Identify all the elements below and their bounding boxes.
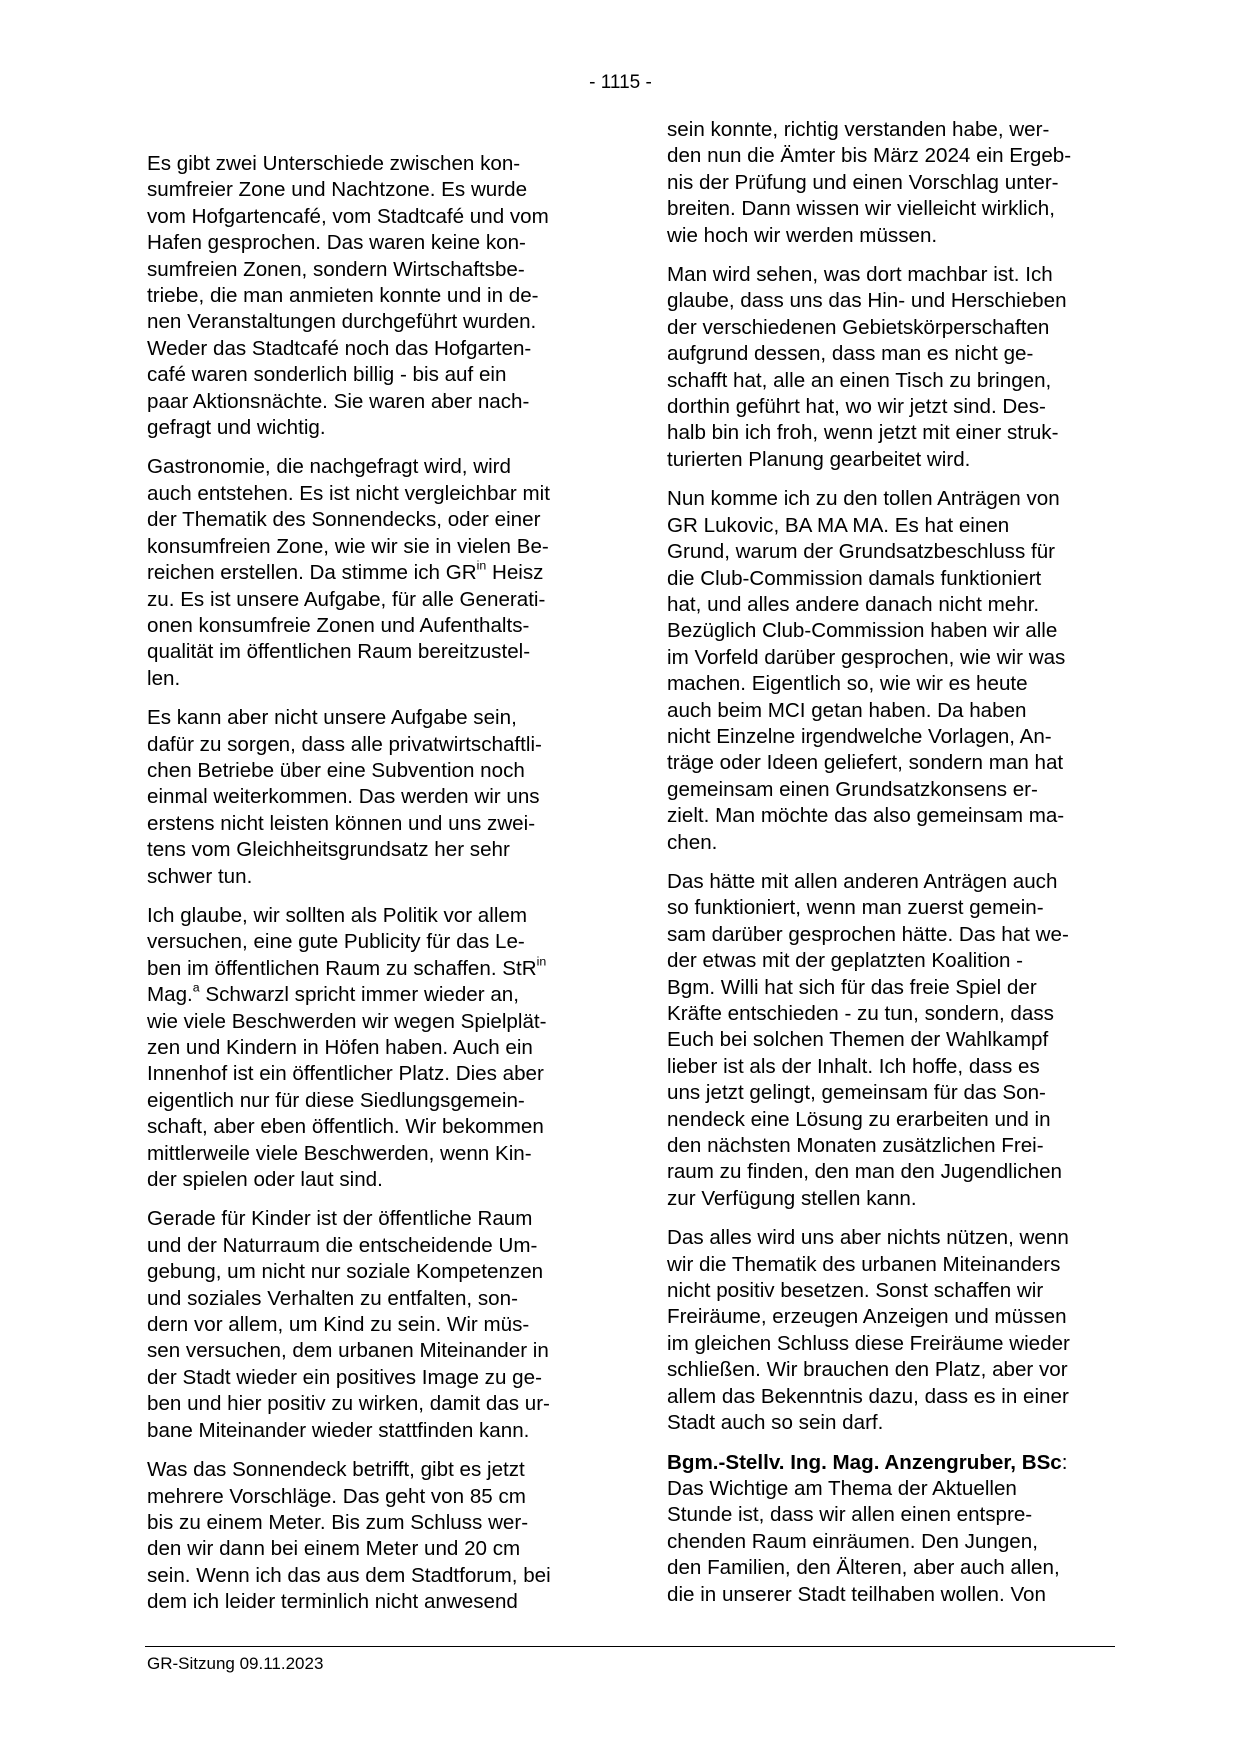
text-line: gemeinsam einen Grundsatzkonsens er- (667, 777, 1038, 801)
text-line: der spielen oder laut sind. (147, 1168, 383, 1192)
text-line: len. (147, 666, 181, 690)
paragraph (147, 705, 599, 890)
text-line: und soziales Verhalten zu entfalten, son- (147, 1286, 518, 1310)
text-line: Kräfte entschieden - zu tun, sondern, dass (667, 1002, 1054, 1025)
text-line: breiten. Dann wissen wir vielleicht wirklich, (667, 197, 1055, 221)
text-line: Euch bei solchen Themen der Wahlkampf (667, 1028, 1049, 1052)
text-line: dern vor allem, um Kind zu sein. Wir müs- (147, 1313, 530, 1337)
text-line: sumfreier Zone und Nachtzone. Es wurde (147, 178, 528, 202)
text-line: gefragt und wichtig. (147, 416, 326, 440)
text-line: allem das Bekenntnis dazu, dass es in einer (667, 1384, 1069, 1408)
text-line: sein konnte, richtig verstanden habe, wer- (667, 118, 1050, 141)
text-line: Freiräume, erzeugen Anzeigen und müssen (667, 1305, 1067, 1329)
footer-session-date: GR-Sitzung 09.11.2023 (147, 1654, 324, 1673)
text-line: ben und hier positiv zu wirken, damit das ur- (147, 1392, 550, 1416)
paragraph (147, 903, 599, 1193)
text-line: café waren sonderlich billig - bis auf ein (147, 363, 507, 387)
text-line: die Club-Commission damals funktioniert (667, 566, 1042, 590)
text-line: träge oder Ideen geliefert, sondern man hat (667, 751, 1064, 775)
text-line: nicht positiv besetzen. Sonst schaffen wir (667, 1279, 1044, 1303)
text-line: ben im öffentlichen Raum zu schaffen. StR$^{in}$ (147, 954, 547, 980)
text-line: der Thematik des Sonnendecks, oder einer (147, 508, 541, 532)
text-line: reichen erstellen. Da stimme ich $GR^{in}$ Heisz (147, 558, 544, 585)
right-column (667, 117, 1119, 1621)
text-line: erstens nicht leisten können und uns zwei- (147, 811, 536, 835)
text-line: Hafen gesprochen. Das waren keine kon- (147, 231, 526, 255)
text-line: raum zu finden, den man den Jugendlichen (667, 1160, 1062, 1184)
text-line: Es gibt zwei Unterschiede zwischen kon- (147, 152, 521, 175)
text-line: im Vorfeld darüber gesprochen, wie wir was (667, 645, 1066, 669)
text-line: der etwas mit der geplatzten Koalition - (667, 949, 1023, 973)
text-line: schaft, aber eben öffentlich. Wir bekommen (147, 1115, 544, 1139)
text-line: im gleichen Schluss diese Freiräume wieder (667, 1331, 1070, 1355)
text-line: sumfreien Zonen, sondern Wirtschaftsbe- (147, 257, 525, 281)
text-line: sen versuchen, dem urbanen Miteinander in (147, 1339, 549, 1363)
paragraph (147, 454, 599, 692)
page-number: - 1115 - (589, 72, 652, 93)
text-line: Grund, warum der Grundsatzbeschluss für (667, 540, 1056, 564)
text-line: der verschiedenen Gebietskörperschaften (667, 315, 1050, 339)
paragraph (667, 117, 1119, 249)
text-line: hat, und alles andere danach nicht mehr. (667, 592, 1040, 616)
paragraph (667, 869, 1119, 1212)
text-line: Weder das Stadtcafé noch das Hofgarten- (147, 336, 532, 360)
text-line: zielt. Man möchte das also gemeinsam ma- (667, 804, 1065, 828)
text-line: Was das Sonnendeck betrifft, gibt es jetzt (147, 1458, 525, 1482)
speaker-name: Bgm.-Stellv. Ing. Mag. Anzengruber, BSc (667, 1450, 1062, 1474)
text-line: den nächsten Monaten zusätzlichen Frei- (667, 1134, 1044, 1158)
paragraph (147, 151, 599, 441)
text-line: Bgm. Willi hat sich für das freie Spiel der (667, 975, 1037, 999)
text-line: sein. Wenn ich das aus dem Stadtforum, bei (147, 1563, 551, 1587)
text-line: den nun die Ämter bis März 2024 ein Ergeb- (667, 144, 1072, 168)
text-line: paar Aktionsnächte. Sie waren aber nach- (147, 389, 530, 413)
text-line: Man wird sehen, was dort machbar ist. Ich (667, 263, 1053, 287)
text-line: gebung, um nicht nur soziale Kompetenzen (147, 1260, 544, 1284)
text-line: eigentlich nur für diese Siedlungsgemein- (147, 1088, 525, 1112)
text-line: schließen. Wir brauchen den Platz, aber vor (667, 1358, 1068, 1382)
text-line: einmal weiterkommen. Das werden wir uns (147, 785, 540, 809)
text-line: zu. Es ist unsere Aufgabe, für alle Generati- (147, 587, 546, 611)
text-line: Mag.$^a$ Schwarzl spricht immer wieder an, (147, 980, 519, 1007)
paragraph (147, 1206, 599, 1444)
text-line: chen. (667, 830, 718, 854)
text-line: aufgrund dessen, dass man es nicht ge- (667, 342, 1034, 366)
text-line: so funktioniert, wenn man zuerst gemein- (667, 896, 1044, 920)
text-line: triebe, die man anmieten konnte und in de- (147, 284, 539, 308)
text-line: Das hätte mit allen anderen Anträgen auch (667, 869, 1058, 893)
text-line: die in unserer Stadt teilhaben wollen. Von (667, 1582, 1046, 1606)
text-line: schafft hat, alle an einen Tisch zu bringen, (667, 368, 1052, 392)
text-line: den Familien, den Älteren, aber auch allen, (667, 1556, 1060, 1580)
text-line: Nun komme ich zu den tollen Anträgen von (667, 487, 1060, 511)
text-line: dorthin geführt hat, wo wir jetzt sind. Des- (667, 395, 1046, 419)
text-line: Stadt auch so sein darf. (667, 1411, 884, 1435)
paragraph (667, 1225, 1119, 1436)
text-line: lieber ist als der Inhalt. Ich hoffe, dass es (667, 1054, 1040, 1078)
text-line: Bezüglich Club-Commission haben wir alle (667, 619, 1058, 643)
text-line: zen und Kindern in Höfen haben. Auch ein (147, 1036, 533, 1059)
text-line: wie viele Beschwerden wir wegen Spielplät- (147, 1009, 547, 1033)
text-line: Innenhof ist ein öffentlicher Platz. Dies aber (147, 1062, 544, 1086)
text-line: nendeck eine Lösung zu erarbeiten und in (667, 1107, 1051, 1131)
text-line: den wir dann bei einem Meter und 20 cm (147, 1537, 521, 1561)
text-line: bis zu einem Meter. Bis zum Schluss wer- (147, 1510, 529, 1534)
text-line: dem ich leider terminlich nicht anwesend (147, 1590, 518, 1614)
text-line: Das alles wird uns aber nichts nützen, wenn (667, 1226, 1069, 1250)
text-line: zur Verfügung stellen kann. (667, 1186, 917, 1210)
text-line: mittlerweile viele Beschwerden, wenn Kin- (147, 1141, 532, 1165)
text-line: auch entstehen. Es ist nicht vergleichbar mit (147, 481, 550, 505)
text-line: Gastronomie, die nachgefragt wird, wird (147, 455, 511, 479)
text-line: chen Betriebe über eine Subvention noch (147, 758, 525, 782)
text-line: wir die Thematik des urbanen Miteinanders (667, 1252, 1061, 1276)
paragraph (667, 1450, 1119, 1608)
paragraph (667, 262, 1119, 473)
footer-divider (145, 1646, 1115, 1647)
text-line: chenden Raum einräumen. Den Jungen, (667, 1529, 1038, 1553)
text-line: uns jetzt gelingt, gemeinsam für das Son- (667, 1081, 1046, 1105)
text-line: turierten Planung gearbeitet wird. (667, 447, 971, 471)
text-line: schwer tun. (147, 864, 253, 888)
text-line: Gerade für Kinder ist der öffentliche Raum (147, 1207, 533, 1231)
text-line: mehrere Vorschläge. Das geht von 85 cm (147, 1484, 526, 1508)
text-line: konsumfreien Zone, wie wir sie in vielen Be- (147, 534, 549, 558)
text-line: Stunde ist, dass wir allen einen entspre- (667, 1503, 1033, 1527)
left-column (147, 151, 599, 1629)
text-line: onen konsumfreie Zonen und Aufenthalts- (147, 613, 530, 637)
text-line: Es kann aber nicht unsere Aufgabe sein, (147, 706, 517, 730)
text-line: wie hoch wir werden müssen. (667, 223, 938, 247)
text-line: qualität im öffentlichen Raum bereitzustel- (147, 640, 531, 664)
text-line: auch beim MCI getan haben. Da haben (667, 698, 1027, 722)
text-line: nis der Prüfung und einen Vorschlag unter- (667, 170, 1059, 194)
text-line: sam darüber gesprochen hätte. Das hat we- (667, 922, 1069, 946)
paragraph (147, 1457, 599, 1615)
text-line: tens vom Gleichheitsgrundsatz her sehr (147, 838, 510, 862)
text-line: halb bin ich froh, wenn jetzt mit einer struk- (667, 421, 1059, 445)
paragraph (667, 486, 1119, 856)
text-line: glaube, dass uns das Hin- und Herschieben (667, 289, 1067, 313)
text-line: nicht Einzelne irgendwelche Vorlagen, An- (667, 724, 1052, 748)
text-line: machen. Eigentlich so, wie wir es heute (667, 672, 1028, 696)
text-line: Ich glaube, wir sollten als Politik vor allem (147, 903, 527, 927)
text-line: nen Veranstaltungen durchgeführt wurden. (147, 310, 537, 334)
text-line: bane Miteinander wieder stattfinden kann. (147, 1418, 530, 1442)
text-line: der Stadt wieder ein positives Image zu ge- (147, 1365, 542, 1389)
text-line: Das Wichtige am Thema der Aktuellen (667, 1476, 1017, 1500)
text-line: und der Naturraum die entscheidende Um- (147, 1233, 538, 1257)
text-line: vom Hofgartencafé, vom Stadtcafé und vom (147, 204, 549, 228)
text-line: Bgm.-Stellv. Ing. Mag. Anzengruber, BSc: (667, 1450, 1068, 1474)
text-line: versuchen, eine gute Publicity für das Le- (147, 930, 525, 954)
text-line: dafür zu sorgen, dass alle privatwirtschaftli- (147, 732, 542, 756)
text-line: GR Lukovic, BA MA MA. Es hat einen (667, 513, 1010, 537)
